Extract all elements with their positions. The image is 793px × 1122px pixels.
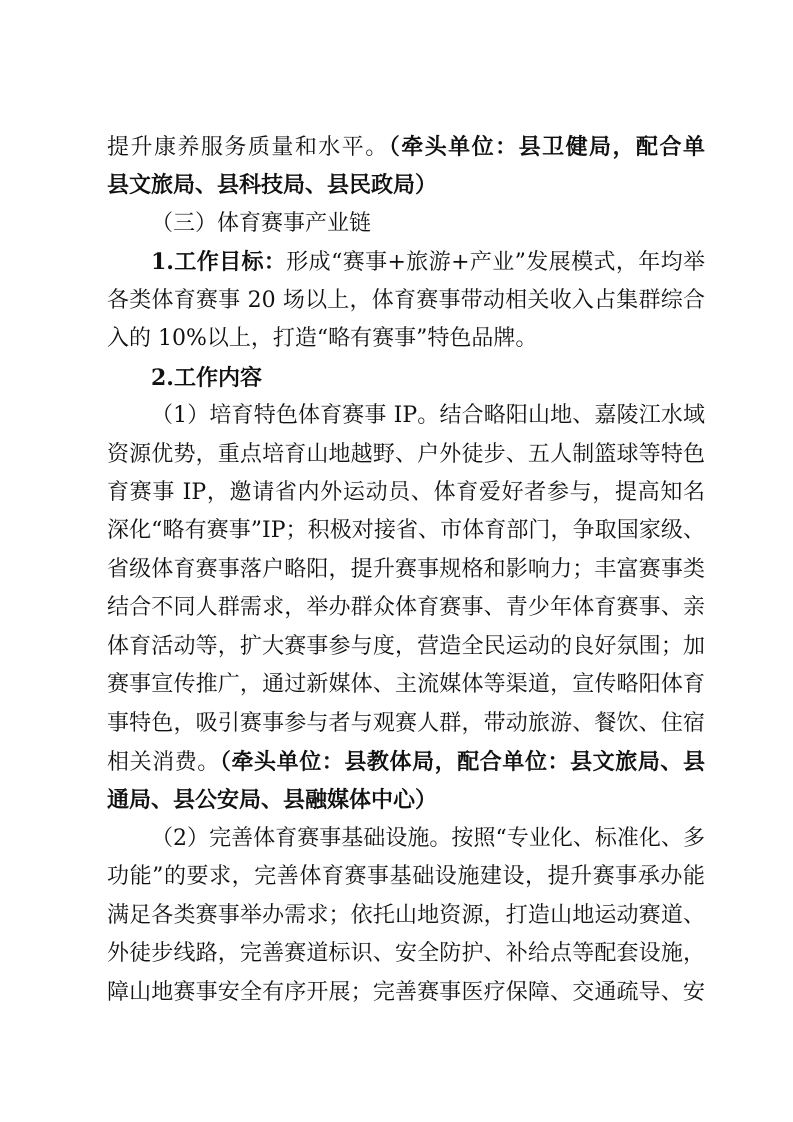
text-line (107, 166, 705, 204)
text-line (107, 436, 705, 474)
bold-text: 通局、县公安局、县融媒体中心） (107, 787, 438, 814)
bold-text: 县文旅局、县科技局、县民政局） (107, 172, 438, 199)
text-line (107, 666, 705, 704)
text-line (107, 551, 705, 589)
text-line (107, 359, 705, 397)
document-body (107, 128, 705, 1012)
text-line (107, 781, 705, 819)
body-text: 满足各类赛事举办需求；依托山地资源，打造山地运动赛道、 (107, 902, 705, 928)
body-text: （三）体育赛事产业链 (151, 210, 372, 236)
text-line (107, 282, 705, 320)
body-text: （1）培育特色体育赛事 IP。结合略阳山地、嘉陵江水域 (151, 403, 705, 429)
body-text: 入的 10%以上，打造“略有赛事”特色品牌。 (107, 326, 538, 352)
body-text: 功能”的要求，完善体育赛事基础设施建设，提升赛事承办能 (107, 864, 705, 890)
text-line (107, 743, 705, 781)
body-text: 相关消费。 (107, 750, 220, 775)
text-line (107, 974, 705, 1012)
text-line (107, 320, 705, 358)
text-line (107, 858, 705, 896)
text-line (107, 512, 705, 550)
body-text: 育赛事 IP，邀请省内外运动员、体育爱好者参与，提高知名 (107, 479, 705, 505)
body-text: 形成“赛事+旅游+产业”发展模式，年均举 (286, 250, 705, 276)
bold-text: （牵头单位：县教体局，配合单位：县文旅局、县 (219, 749, 705, 775)
bold-text: 1.工作目标： (151, 249, 287, 276)
body-text: （2）完善体育赛事基础设施。按照“专业化、标准化、多 (151, 825, 705, 851)
text-line (107, 820, 705, 858)
body-text: 体育活动等，扩大赛事参与度，营造全民运动的良好氛围；加 (107, 633, 705, 659)
body-text: 赛事宣传推广，通过新媒体、主流媒体等渠道，宣传略阳体育 (107, 672, 705, 698)
bold-text: （牵头单位：县卫健局，配合单 (388, 134, 705, 160)
text-line (107, 935, 705, 973)
body-text: 外徒步线路，完善赛道标识、安全防护、补给点等配套设施， (107, 941, 705, 967)
text-line (107, 705, 705, 743)
body-text: 深化“略有赛事”IP；积极对接省、市体育部门，争取国家级、 (107, 518, 705, 544)
bold-text: 2.工作内容 (151, 364, 262, 391)
body-text: 各类体育赛事 20 场以上，体育赛事带动相关收入占集群综合 (107, 287, 705, 313)
text-line (107, 628, 705, 666)
body-text: 结合不同人群需求，举办群众体育赛事、青少年体育赛事、亲 (107, 595, 705, 621)
text-line (107, 474, 705, 512)
text-line (107, 397, 705, 435)
body-text: 提升康养服务质量和水平。 (107, 135, 389, 160)
text-line (107, 128, 705, 166)
body-text: 省级体育赛事落户略阳，提升赛事规格和影响力；丰富赛事类 (107, 556, 705, 582)
text-line (107, 897, 705, 935)
text-line (107, 243, 705, 281)
body-text: 事特色，吸引赛事参与者与观赛人群，带动旅游、餐饮、住宿 (107, 710, 705, 736)
body-text: 资源优势，重点培育山地越野、户外徒步、五人制篮球等特色 (107, 441, 705, 467)
body-text: 障山地赛事安全有序开展；完善赛事医疗保障、交通疏导、安 (107, 979, 705, 1005)
text-line (107, 205, 705, 243)
text-line (107, 589, 705, 627)
